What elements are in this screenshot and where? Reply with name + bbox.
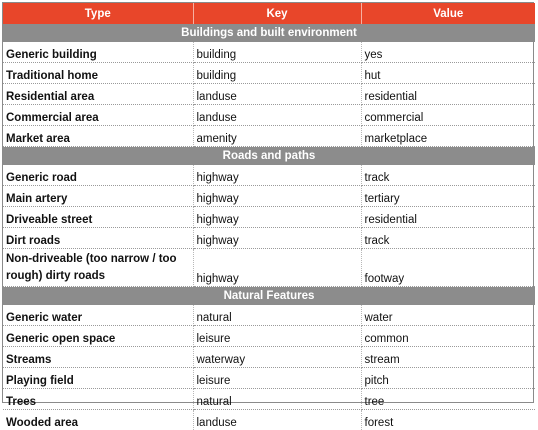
key-cell: waterway: [193, 347, 361, 368]
value-cell: pitch: [361, 368, 535, 389]
key-cell: leisure: [193, 326, 361, 347]
type-cell: Traditional home: [3, 63, 193, 84]
table-row: [3, 186, 535, 207]
type-cell: Playing field: [3, 368, 193, 389]
value-cell: forest: [361, 410, 535, 430]
table-row: [3, 207, 535, 228]
table-row: [3, 228, 535, 249]
table-frame: [2, 2, 534, 403]
type-cell: Trees: [3, 389, 193, 410]
type-cell: Generic building: [3, 42, 193, 63]
table-row: [3, 410, 535, 430]
type-cell: Generic road: [3, 165, 193, 186]
header-value: Value: [361, 3, 535, 24]
section-header: [3, 287, 535, 306]
key-cell: landuse: [193, 410, 361, 430]
table-row: [3, 347, 535, 368]
value-cell: common: [361, 326, 535, 347]
value-cell: residential: [361, 207, 535, 228]
header-key: Key: [193, 3, 361, 24]
value-cell: water: [361, 305, 535, 326]
table-row: [3, 126, 535, 147]
value-cell: stream: [361, 347, 535, 368]
type-cell: Market area: [3, 126, 193, 147]
value-cell: hut: [361, 63, 535, 84]
section-header: [3, 147, 535, 166]
type-cell: Main artery: [3, 186, 193, 207]
key-cell: highway: [193, 249, 361, 287]
key-cell: highway: [193, 186, 361, 207]
osm-tag-table: [3, 3, 535, 430]
table-row: [3, 84, 535, 105]
value-cell: tree: [361, 389, 535, 410]
type-cell: Driveable street: [3, 207, 193, 228]
table-row: [3, 105, 535, 126]
key-cell: natural: [193, 305, 361, 326]
value-cell: marketplace: [361, 126, 535, 147]
table-row: [3, 165, 535, 186]
value-cell: residential: [361, 84, 535, 105]
type-cell: Residential area: [3, 84, 193, 105]
section-title: Buildings and built environment: [3, 24, 535, 42]
key-cell: leisure: [193, 368, 361, 389]
key-cell: highway: [193, 165, 361, 186]
table-row: [3, 389, 535, 410]
key-cell: landuse: [193, 105, 361, 126]
value-cell: track: [361, 228, 535, 249]
key-cell: natural: [193, 389, 361, 410]
header-type: Type: [3, 3, 193, 24]
table-row: [3, 305, 535, 326]
type-cell: Commercial area: [3, 105, 193, 126]
section-title: Roads and paths: [3, 147, 535, 166]
value-cell: tertiary: [361, 186, 535, 207]
value-cell: track: [361, 165, 535, 186]
key-cell: amenity: [193, 126, 361, 147]
header-row: [3, 3, 535, 24]
type-cell: Dirt roads: [3, 228, 193, 249]
table-row: [3, 63, 535, 84]
table-row: [3, 326, 535, 347]
key-cell: highway: [193, 207, 361, 228]
key-cell: building: [193, 63, 361, 84]
type-cell: Wooded area: [3, 410, 193, 430]
type-cell: Generic water: [3, 305, 193, 326]
table-row: [3, 368, 535, 389]
section-title: Natural Features: [3, 287, 535, 306]
section-header: [3, 24, 535, 42]
type-cell: Generic open space: [3, 326, 193, 347]
table-row: [3, 42, 535, 63]
key-cell: building: [193, 42, 361, 63]
table-body: [3, 24, 535, 430]
value-cell: footway: [361, 249, 535, 287]
key-cell: highway: [193, 228, 361, 249]
table-header: [3, 3, 535, 24]
value-cell: commercial: [361, 105, 535, 126]
table-row: [3, 249, 535, 287]
value-cell: yes: [361, 42, 535, 63]
key-cell: landuse: [193, 84, 361, 105]
type-cell: Streams: [3, 347, 193, 368]
type-cell: Non-driveable (too narrow / too rough) dirty roads: [3, 249, 193, 287]
